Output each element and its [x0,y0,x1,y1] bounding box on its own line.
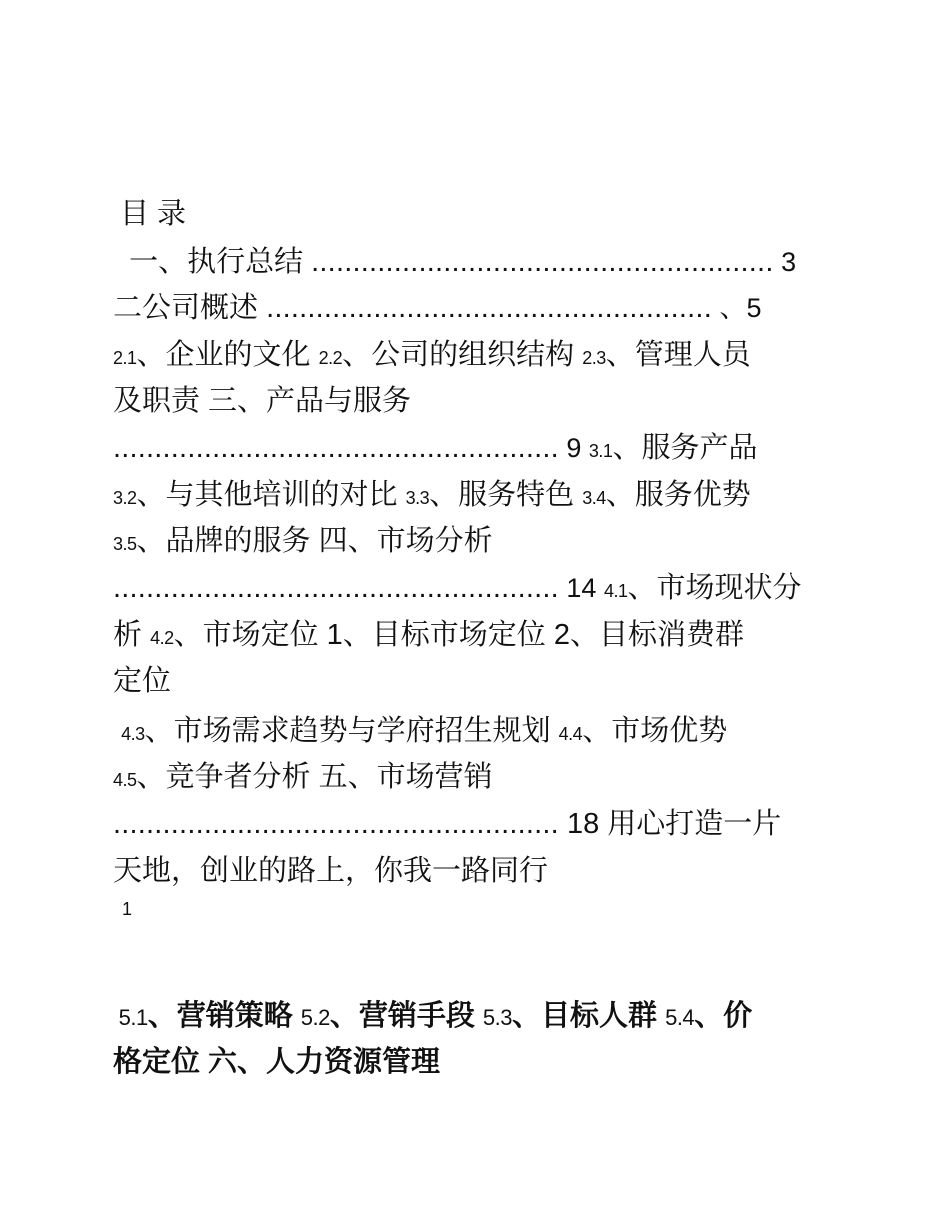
section-number: 3.5 [113,534,137,554]
toc-line [113,1044,440,1080]
toc-page-number: 14 [558,573,604,603]
section-number: 5.2 [300,1005,330,1030]
toc-subentry-label[interactable]: 、营销手段 [329,1000,483,1032]
toc-subentry-label[interactable]: 、营销策略 [147,1000,301,1032]
toc-leader-dots: ...................................................... [113,572,559,604]
toc-subentry-label[interactable]: 、竞争者分析 五、市场营销 [136,761,493,793]
toc-entry-company-overview[interactable] [113,290,761,326]
section-number: 3.2 [113,488,137,508]
toc-line [113,523,493,559]
section-number: 4.4 [558,724,583,744]
toc-page-number: 9 [558,433,589,463]
section-number: 3.3 [405,488,430,508]
toc-subentry-label[interactable]: 、服务优势 [605,479,751,511]
spacer [113,715,121,747]
toc-entry-label: 二公司概述 [113,292,267,324]
toc-line [113,759,493,795]
toc-subentries-2 [113,337,751,373]
section-number: 2.3 [582,348,606,368]
toc-line [113,570,801,606]
toc-subentry-label[interactable]: 、市场现状分 [627,572,802,604]
slogan-text: 天地，创业的路上，你我一路同行 [113,855,549,887]
toc-leader-dots: ...................................................... [113,432,559,464]
toc-subentry-label[interactable]: 、市场需求趋势与学府招生规划 [144,715,559,747]
toc-subentry-label[interactable]: 、品牌的服务 四、市场分析 [136,525,493,557]
section-number: 2.2 [318,348,343,368]
toc-subentry-label[interactable]: 、服务特色 [429,479,583,511]
toc-subentry-label[interactable]: 格定位 六、人力资源管理 [113,1046,441,1078]
toc-subentries-5 [113,998,752,1034]
toc-subentries-3 [113,477,751,513]
section-number: 5.3 [482,1005,513,1030]
section-number: 3.4 [582,488,606,508]
toc-page-number: 、5 [711,293,762,323]
section-number: 4.2 [150,628,174,648]
toc-subentry-label[interactable]: 、市场定位 1、目标市场定位 2、目标消费群 [173,619,744,651]
toc-line [113,713,727,749]
toc-title: 目 录 [120,198,187,230]
page-number: 1 [122,899,133,919]
toc-leader-dots: ...................................................... [113,808,559,840]
toc-subentry-label[interactable]: 、市场优势 [582,715,728,747]
toc-line [113,430,757,466]
section-number: 4.3 [121,724,145,744]
toc-subentry-label[interactable]: 、与其他培训的对比 [136,479,406,511]
toc-line [113,617,744,653]
section-number: 2.1 [113,348,137,368]
toc-line [113,806,781,842]
toc-subentry-label[interactable]: 、目标人群 [512,1000,666,1032]
toc-leader-dots: ........................................................ [311,246,774,278]
section-number: 5.4 [665,1005,695,1030]
toc-line [113,663,171,699]
toc-leader-dots: ...................................................... [266,292,712,324]
slogan-line [113,853,548,889]
section-number: 5.1 [113,1005,148,1030]
toc-page-number-and-text: 18 用心打造一片 [558,808,782,840]
section-number: 4.5 [113,770,137,790]
toc-line [113,383,411,419]
toc-subentry-label[interactable]: 定位 [113,665,172,697]
toc-entry-label: 一、执行总结 [113,246,312,278]
section-number: 4.1 [603,581,628,601]
toc-subentry-label[interactable]: 、公司的组织结构 [342,339,583,371]
toc-subentry-label[interactable]: 、管理人员 [605,339,751,371]
toc-subentry-label[interactable]: 、企业的文化 [136,339,319,371]
toc-entry-executive-summary[interactable] [113,244,796,280]
toc-entry-label[interactable]: 及职责 三、产品与服务 [113,385,412,417]
toc-subentry-label[interactable]: 、服务产品 [612,432,758,464]
toc-subentry-label[interactable]: 、价 [694,1000,753,1032]
section-number: 3.1 [588,441,613,461]
toc-page-number: 3 [773,247,797,277]
toc-subentry-label[interactable]: 析 [113,619,151,651]
